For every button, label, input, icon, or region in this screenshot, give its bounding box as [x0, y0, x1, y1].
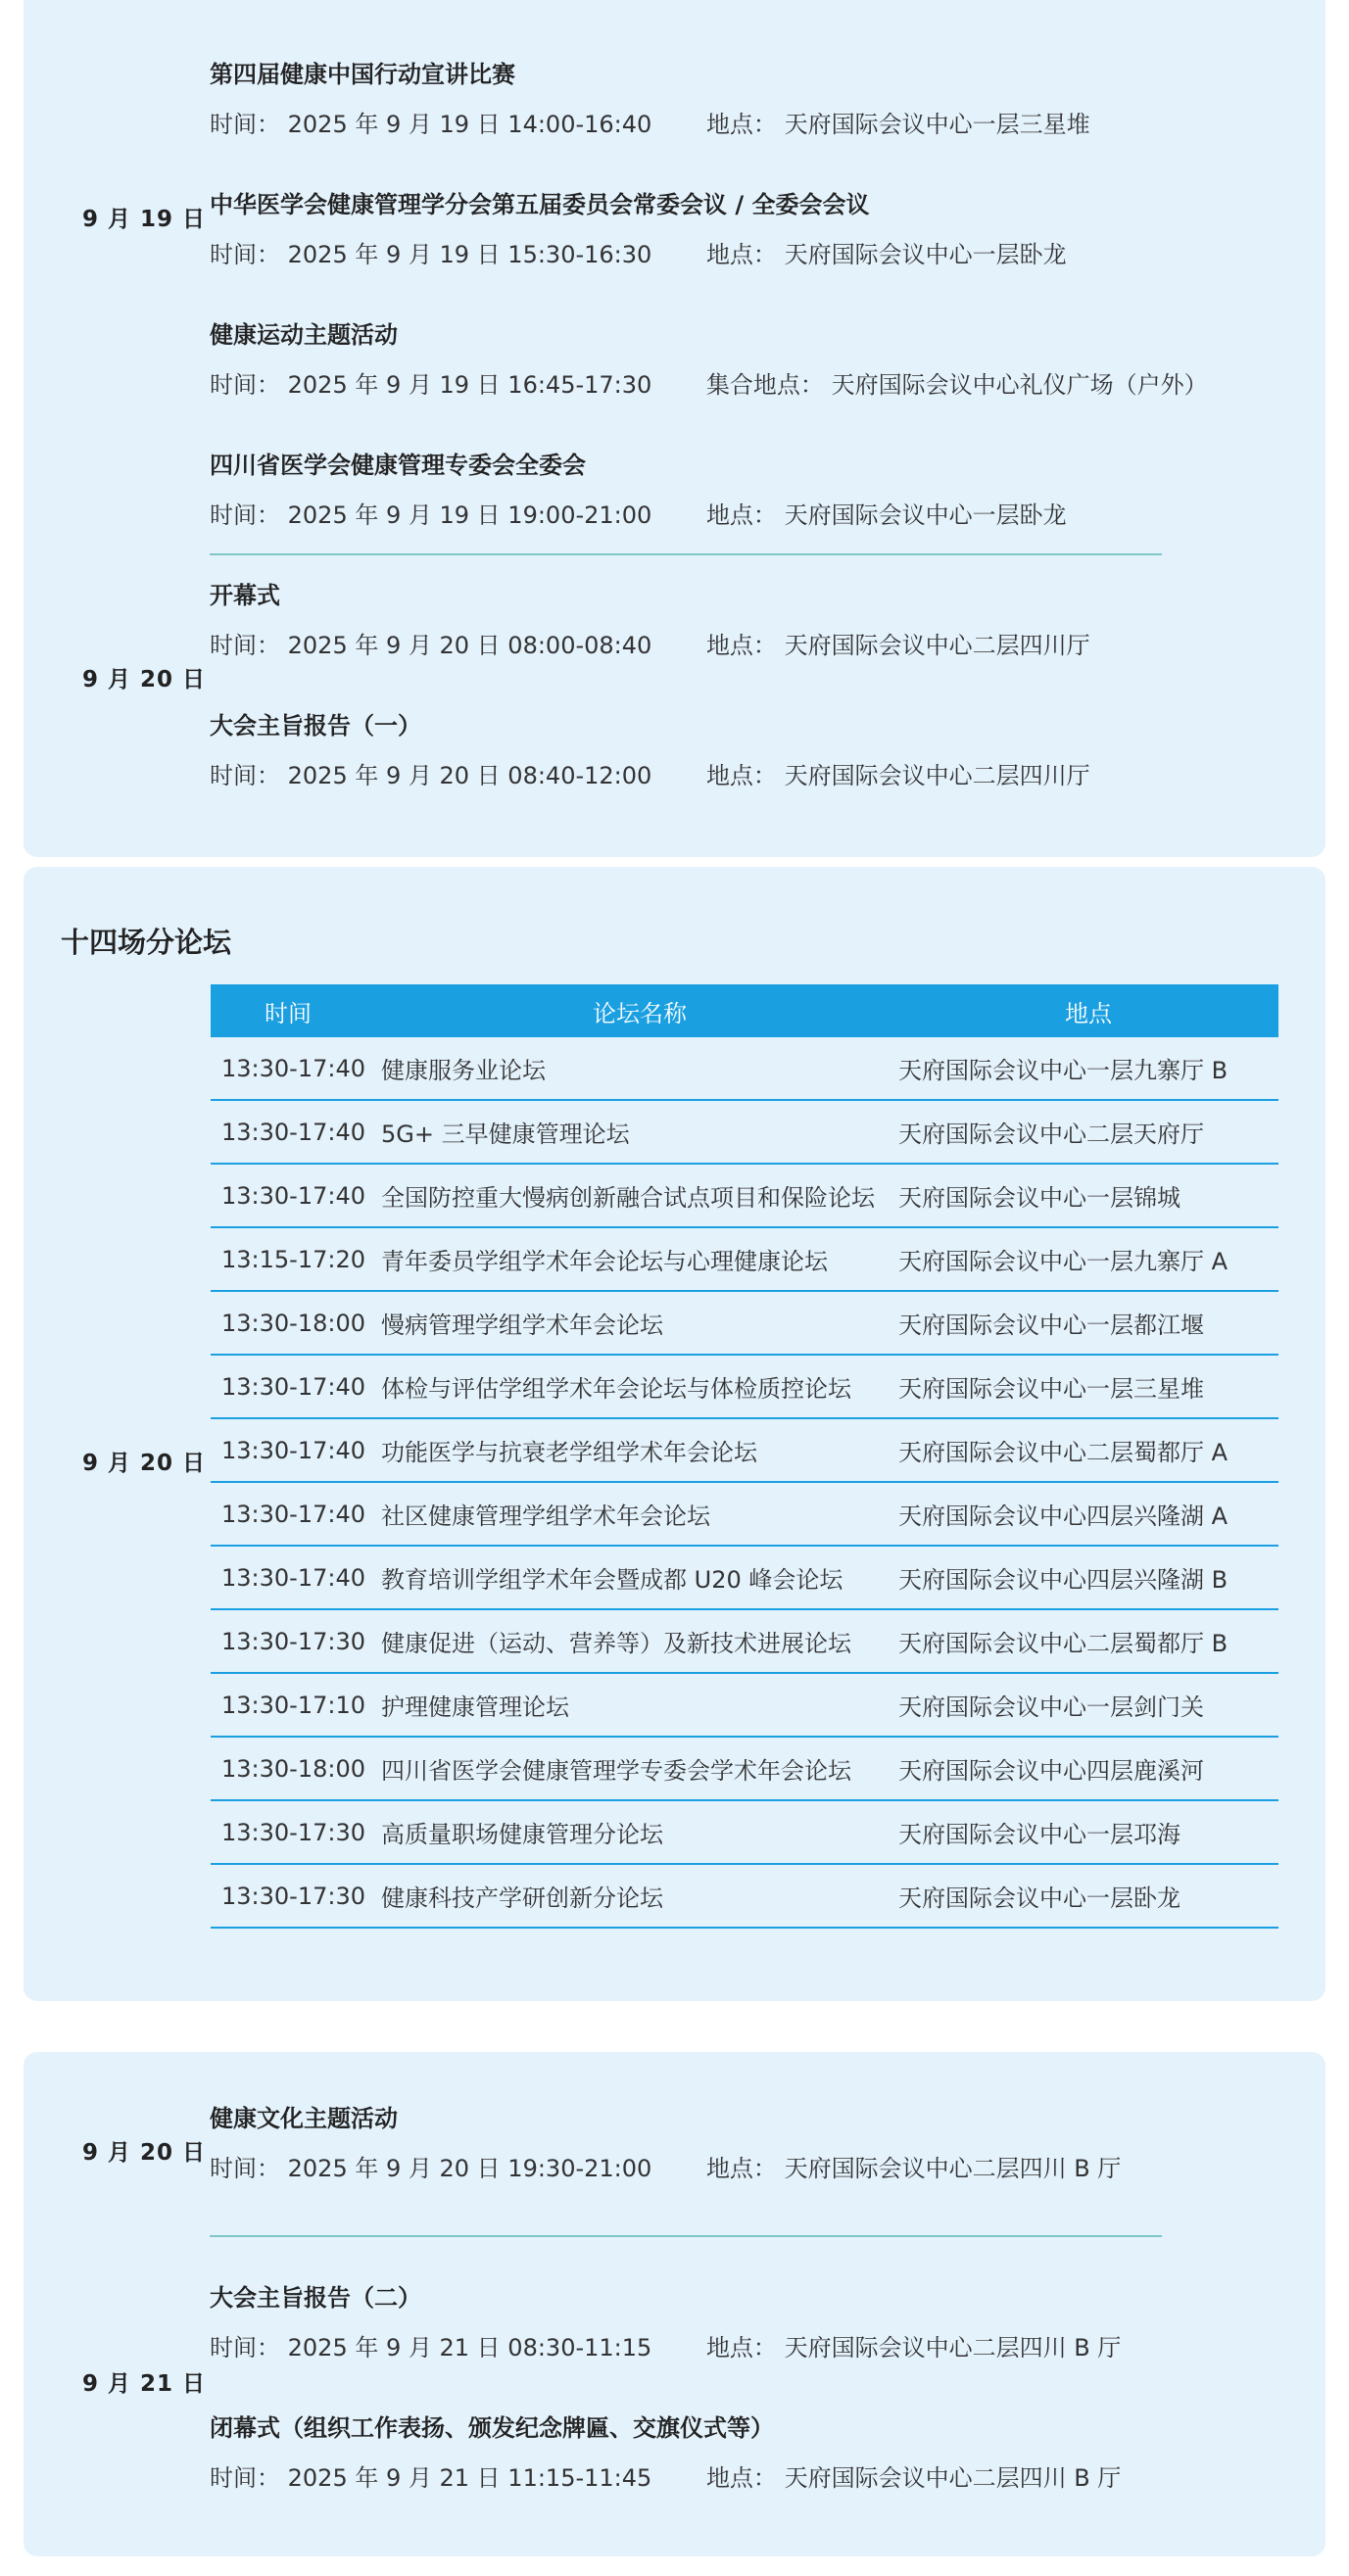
table-row: [211, 1037, 1278, 1100]
cell-time: 13:30-17:40: [211, 1482, 365, 1546]
time-label: 时间：: [210, 2464, 280, 2492]
event-title: 四川省医学会健康管理专委会全委会: [210, 452, 586, 479]
cell-name: 青年委员学组学术年会论坛与心理健康论坛: [365, 1227, 898, 1291]
event-time: 2025 年 9 月 19 日 14:00-16:40: [287, 111, 652, 138]
event-location: 天府国际会议中心二层四川厅: [784, 632, 1090, 659]
location-label: 地点：: [705, 632, 777, 659]
day-label-sep19: 9 月 19 日: [82, 207, 207, 232]
event-detail: [210, 2149, 1121, 2183]
table-row: [211, 1673, 1278, 1737]
header-time: 时间: [211, 984, 365, 1037]
cell-name: 社区健康管理学组学术年会论坛: [365, 1482, 898, 1546]
event-detail: [210, 2458, 1121, 2493]
location-label: 地点：: [705, 501, 777, 529]
event-title: 第四届健康中国行动宣讲比赛: [210, 61, 515, 88]
time-label: 时间：: [210, 501, 280, 529]
location-label: 地点：: [705, 241, 777, 268]
cell-name: 四川省医学会健康管理学专委会学术年会论坛: [365, 1737, 898, 1800]
cell-name: 高质量职场健康管理分论坛: [365, 1800, 898, 1864]
time-label: 时间：: [210, 2334, 280, 2361]
cell-time: 13:30-17:40: [211, 1164, 365, 1227]
cell-time: 13:30-17:40: [211, 1418, 365, 1482]
event-time: 2025 年 9 月 19 日 15:30-16:30: [287, 241, 652, 268]
cell-name: 体检与评估学组学术年会论坛与体检质控论坛: [365, 1355, 898, 1418]
cell-location: 天府国际会议中心四层兴隆湖 B: [898, 1546, 1278, 1609]
event-time: 2025 年 9 月 20 日 08:40-12:00: [287, 762, 652, 789]
table-row: [211, 1227, 1278, 1291]
cell-location: 天府国际会议中心二层蜀都厅 B: [898, 1609, 1278, 1673]
cell-location: 天府国际会议中心二层蜀都厅 A: [898, 1418, 1278, 1482]
event-location: 天府国际会议中心一层卧龙: [784, 241, 1067, 268]
event-location: 天府国际会议中心礼仪广场（户外）: [831, 371, 1208, 399]
schedule-card-sep19-20: [24, 0, 1325, 857]
event-time: 2025 年 9 月 19 日 16:45-17:30: [287, 371, 652, 399]
event-title: 闭幕式（组织工作表扬、颁发纪念牌匾、交旗仪式等）: [210, 2414, 774, 2442]
location-label: 地点：: [705, 2464, 777, 2492]
table-row: [211, 1864, 1278, 1928]
table-row: [211, 1737, 1278, 1800]
location-label: 地点：: [705, 2334, 777, 2361]
time-label: 时间：: [210, 111, 280, 138]
cell-time: 13:30-17:30: [211, 1800, 365, 1864]
event-time: 2025 年 9 月 20 日 08:00-08:40: [287, 632, 652, 659]
day-label-sep20: 9 月 20 日: [82, 1451, 207, 1476]
event-detail: [210, 235, 1067, 269]
cell-time: 13:30-17:30: [211, 1864, 365, 1928]
cell-name: 教育培训学组学术年会暨成都 U20 峰会论坛: [365, 1546, 898, 1609]
header-name: 论坛名称: [365, 984, 898, 1037]
cell-location: 天府国际会议中心一层九寨厅 B: [898, 1037, 1278, 1100]
cell-location: 天府国际会议中心四层鹿溪河: [898, 1737, 1278, 1800]
day-divider: [210, 553, 1162, 555]
forums-card: [24, 867, 1325, 2001]
cell-location: 天府国际会议中心二层天府厅: [898, 1100, 1278, 1164]
event-location: 天府国际会议中心二层四川厅: [784, 762, 1090, 789]
location-label: 地点：: [705, 762, 777, 789]
cell-name: 护理健康管理论坛: [365, 1673, 898, 1737]
event-location: 天府国际会议中心二层四川 B 厅: [784, 2334, 1122, 2361]
cell-location: 天府国际会议中心一层都江堰: [898, 1291, 1278, 1355]
cell-time: 13:30-17:30: [211, 1609, 365, 1673]
event-detail: [210, 365, 1208, 400]
cell-time: 13:30-17:40: [211, 1546, 365, 1609]
event-location: 天府国际会议中心一层卧龙: [784, 501, 1067, 529]
cell-name: 健康促进（运动、营养等）及新技术进展论坛: [365, 1609, 898, 1673]
day-divider: [210, 2235, 1162, 2237]
forum-table: [211, 984, 1278, 1929]
cell-time: 13:30-17:40: [211, 1355, 365, 1418]
schedule-card-sep20-21: [24, 2052, 1325, 2556]
cell-time: 13:30-18:00: [211, 1291, 365, 1355]
day-label-sep20: 9 月 20 日: [82, 667, 207, 692]
location-label: 地点：: [705, 2155, 777, 2182]
time-label: 时间：: [210, 241, 280, 268]
event-title: 健康文化主题活动: [210, 2105, 398, 2132]
event-title: 健康运动主题活动: [210, 321, 398, 349]
cell-name: 健康科技产学研创新分论坛: [365, 1864, 898, 1928]
time-label: 时间：: [210, 632, 280, 659]
section-title: 十四场分论坛: [61, 926, 232, 959]
cell-location: 天府国际会议中心一层锦城: [898, 1164, 1278, 1227]
table-row: [211, 1164, 1278, 1227]
event-title: 大会主旨报告（二）: [210, 2284, 421, 2312]
event-item: [210, 185, 1067, 269]
cell-name: 全国防控重大慢病创新融合试点项目和保险论坛: [365, 1164, 898, 1227]
cell-name: 健康服务业论坛: [365, 1037, 898, 1100]
cell-time: 13:30-17:40: [211, 1037, 365, 1100]
event-time: 2025 年 9 月 19 日 19:00-21:00: [287, 501, 652, 529]
cell-name: 5G+ 三早健康管理论坛: [365, 1100, 898, 1164]
table-row: [211, 1355, 1278, 1418]
event-detail: [210, 626, 1090, 660]
cell-location: 天府国际会议中心一层剑门关: [898, 1673, 1278, 1737]
event-detail: [210, 496, 1067, 530]
event-item: [210, 2409, 1121, 2493]
event-item: [210, 315, 1208, 400]
table-row: [211, 1291, 1278, 1355]
event-time: 2025 年 9 月 21 日 11:15-11:45: [287, 2464, 652, 2492]
event-location: 天府国际会议中心二层四川 B 厅: [784, 2155, 1122, 2182]
table-header-row: [211, 984, 1278, 1037]
cell-location: 天府国际会议中心一层卧龙: [898, 1864, 1278, 1928]
cell-time: 13:15-17:20: [211, 1227, 365, 1291]
event-item: [210, 55, 1090, 139]
table-row: [211, 1609, 1278, 1673]
cell-time: 13:30-17:10: [211, 1673, 365, 1737]
time-label: 时间：: [210, 371, 280, 399]
table-row: [211, 1800, 1278, 1864]
event-item: [210, 706, 1090, 790]
location-label: 地点：: [705, 111, 777, 138]
header-location: 地点: [898, 984, 1278, 1037]
event-item: [210, 446, 1067, 530]
cell-name: 慢病管理学组学术年会论坛: [365, 1291, 898, 1355]
event-title: 开幕式: [210, 582, 280, 609]
cell-time: 13:30-18:00: [211, 1737, 365, 1800]
table-row: [211, 1418, 1278, 1482]
cell-location: 天府国际会议中心一层三星堆: [898, 1355, 1278, 1418]
cell-location: 天府国际会议中心一层邛海: [898, 1800, 1278, 1864]
time-label: 时间：: [210, 2155, 280, 2182]
event-item: [210, 2099, 1121, 2183]
table-row: [211, 1482, 1278, 1546]
cell-name: 功能医学与抗衰老学组学术年会论坛: [365, 1418, 898, 1482]
event-time: 2025 年 9 月 21 日 08:30-11:15: [287, 2334, 652, 2361]
event-item: [210, 576, 1090, 660]
cell-location: 天府国际会议中心四层兴隆湖 A: [898, 1482, 1278, 1546]
cell-location: 天府国际会议中心一层九寨厅 A: [898, 1227, 1278, 1291]
cell-time: 13:30-17:40: [211, 1100, 365, 1164]
location-label: 集合地点：: [705, 371, 824, 399]
event-detail: [210, 756, 1090, 790]
event-location: 天府国际会议中心二层四川 B 厅: [784, 2464, 1122, 2492]
event-detail: [210, 105, 1090, 139]
event-item: [210, 2278, 1121, 2362]
event-location: 天府国际会议中心一层三星堆: [784, 111, 1090, 138]
event-title: 大会主旨报告（一）: [210, 712, 421, 739]
day-label-sep20: 9 月 20 日: [82, 2140, 207, 2166]
event-detail: [210, 2328, 1121, 2362]
day-label-sep21: 9 月 21 日: [82, 2371, 207, 2397]
time-label: 时间：: [210, 762, 280, 789]
table-row: [211, 1546, 1278, 1609]
event-time: 2025 年 9 月 20 日 19:30-21:00: [287, 2155, 652, 2182]
event-title: 中华医学会健康管理学分会第五届委员会常委会议 / 全委会会议: [210, 191, 870, 218]
table-row: [211, 1100, 1278, 1164]
